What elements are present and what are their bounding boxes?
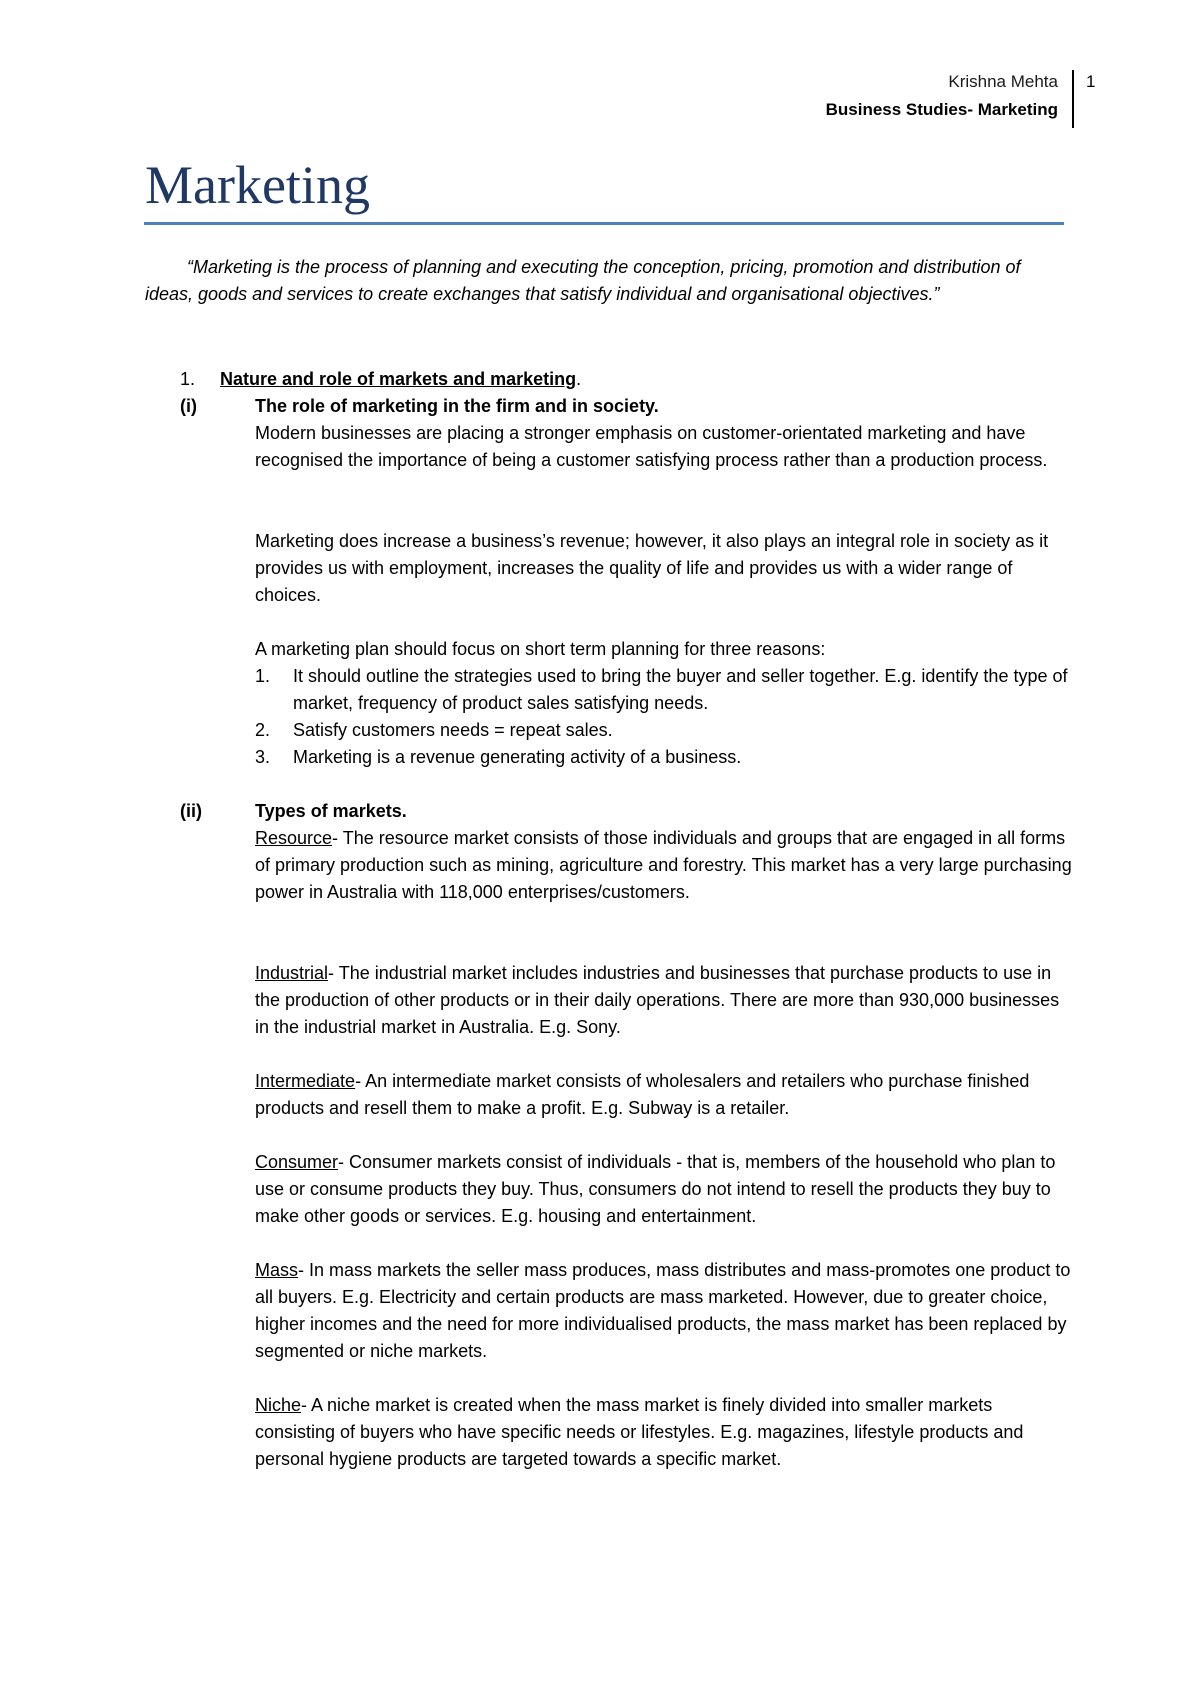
list-item-text: Satisfy customers needs = repeat sales. (293, 720, 613, 740)
subsection-i-numeral: (i) (180, 396, 197, 416)
list-item-number: 1. (255, 666, 271, 686)
document-title: Marketing (145, 155, 370, 215)
market-term: Consumer (255, 1152, 339, 1172)
list-item-number: 3. (255, 747, 271, 767)
header-author: Krishna Mehta (948, 72, 1058, 91)
market-term: Resource (255, 828, 333, 848)
subsection-ii-heading: Types of markets. (255, 801, 407, 821)
list-item-text: Marketing is a revenue generating activity of a business. (293, 747, 742, 767)
marketing-plan-intro: A marketing plan should focus on short term planning for three reasons: (255, 639, 826, 659)
market-intermediate (255, 1068, 1075, 1122)
section-1-heading (180, 366, 581, 393)
header-divider (1072, 70, 1074, 128)
subsection-i-paragraph-2: Marketing does increase a business’s revenue; however, it also plays an integral role in society as it provides us with employment, increases the quality of life and provides us with a wider range of choices. (255, 531, 1049, 605)
section-1-title: Nature and role of markets and marketing (220, 369, 577, 389)
market-description: - The industrial market includes industries and businesses that purchase products to use in the production of other products or in their daily operations. There are more than 930,000 businesses in the industrial market in Australia. E.g. Sony. (255, 963, 1060, 1037)
subsection-i-paragraph-1: Modern businesses are placing a stronger emphasis on customer-orientated marketing and have recognised the importance of being a customer satisfying process rather than a production process. (255, 423, 1048, 470)
market-description: - Consumer markets consist of individuals - that is, members of the household who plan to use or consume products they buy. Thus, consumers do not intend to resell the products they buy to make other goods or services. E.g. housing and entertainment. (255, 1152, 1056, 1226)
market-mass (255, 1257, 1075, 1365)
market-niche (255, 1392, 1075, 1473)
marketing-plan-reasons-list (255, 663, 1075, 771)
market-description: - In mass markets the seller mass produces, mass distributes and mass-promotes one product to all buyers. E.g. Electricity and certain products are mass marketed. However, due to greater choice, higher incomes and the need for more individualised products, the mass market has been replaced by segmented or niche markets. (255, 1260, 1071, 1361)
list-item-text: It should outline the strategies used to bring the buyer and seller together. E.g. identify the type of market, frequency of product sales satisfying needs. (293, 666, 1068, 713)
list-item-number: 2. (255, 720, 271, 740)
market-industrial (255, 960, 1075, 1041)
marketing-definition-quote: “Marketing is the process of planning and executing the conception, pricing, promotion and distribution of ideas, goods and services to create exchanges that satisfy individual and organisational objectives.” (145, 257, 1021, 304)
page-number: 1 (1086, 72, 1096, 91)
market-term: Niche (255, 1395, 302, 1415)
list-item (255, 663, 1075, 717)
market-description: - An intermediate market consists of wholesalers and retailers who purchase finished products and resell them to make a profit. E.g. Subway is a retailer. (255, 1071, 1030, 1118)
list-item (255, 717, 1075, 744)
market-term: Industrial (255, 963, 329, 983)
list-item (255, 744, 1075, 771)
page-header (826, 68, 1058, 124)
title-underline (144, 222, 1064, 225)
market-description: - A niche market is created when the mass market is finely divided into smaller markets consisting of buyers who have specific needs or lifestyles. E.g. magazines, lifestyle products and personal hygiene products are targeted towards a specific market. (255, 1395, 1024, 1469)
market-resource (255, 825, 1075, 906)
market-consumer (255, 1149, 1075, 1230)
market-description: - The resource market consists of those individuals and groups that are engaged in all forms of primary production such as mining, agriculture and forestry. This market has a very large purchasing power in Australia with 118,000 enterprises/customers. (255, 828, 1072, 902)
subsection-i-heading: The role of marketing in the firm and in society. (255, 396, 659, 416)
header-subject: Business Studies- Marketing (825, 100, 1058, 119)
market-term: Intermediate (255, 1071, 356, 1091)
market-term: Mass (255, 1260, 299, 1280)
subsection-ii-numeral: (ii) (180, 801, 202, 821)
section-1-title-period: . (576, 369, 582, 389)
section-1-number: 1. (180, 369, 196, 389)
